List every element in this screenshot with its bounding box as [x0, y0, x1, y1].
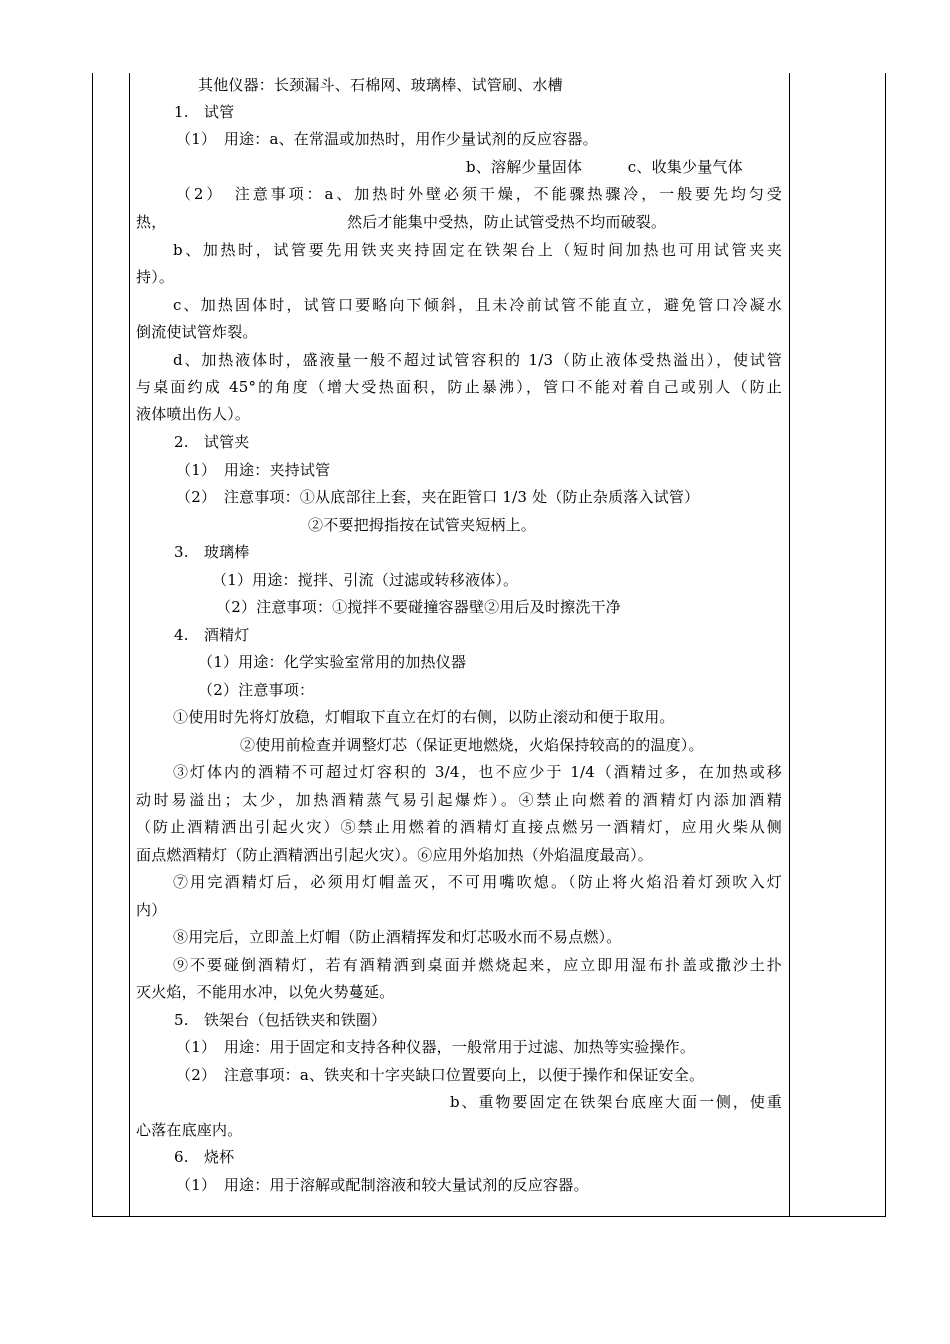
text-line: （1） 用途：a、在常温或加热时，用作少量试剂的反应容器。 [176, 130, 598, 148]
section-heading: 2. 试管夹 [174, 433, 250, 451]
text-line: （2） 注意事项：a、加热时外壁必须干燥，不能骤热骤冷，一般要先均匀受 [176, 185, 782, 203]
text-line: 液体喷出伤人）。 [136, 405, 251, 423]
section-heading: 4. 酒精灯 [174, 626, 250, 644]
text-line: 然后才能集中受热，防止试管受热不均而破裂。 [347, 213, 667, 231]
text-line: （2）注意事项： [198, 681, 315, 699]
text-line: 动时易溢出；太少，加热酒精蒸气易引起爆炸）。④禁止向燃着的酒精灯内添加酒精 [136, 791, 782, 809]
section-heading: 3. 玻璃棒 [174, 543, 250, 561]
text-line: （1）用途：搅拌、引流（过滤或转移液体）。 [212, 571, 519, 589]
text-line: ②使用前检查并调整灯芯（保证更地燃烧，火焰保持较高的的温度）。 [240, 736, 704, 754]
text-line: （1）用途：化学实验室常用的加热仪器 [198, 653, 467, 671]
text-line: b、重物要固定在铁架台底座大面一侧，使重 [450, 1093, 782, 1111]
section-heading: 1. 试管 [174, 103, 235, 121]
table-left-border [92, 73, 93, 1217]
table-bottom-border [92, 1216, 885, 1217]
section-heading: 6. 烧杯 [174, 1148, 235, 1166]
table-right-border [885, 73, 886, 1217]
text-line: ③灯体内的酒精不可超过灯容积的 3/4，也不应少于 1/4（酒精过多，在加热或移 [173, 763, 782, 781]
text-line: （2）注意事项：①搅拌不要碰撞容器壁②用后及时擦洗干净 [216, 598, 621, 616]
text-line: （防止酒精洒出引起火灾）⑤禁止用燃着的酒精灯直接点燃另一酒精灯，应用火柴从侧 [136, 818, 782, 836]
text-line: ⑧用完后，立即盖上灯帽（防止酒精挥发和灯芯吸水而不易点燃）。 [173, 928, 622, 946]
text-line: 心落在底座内。 [136, 1121, 243, 1139]
text-line: ②不要把拇指按在试管夹短柄上。 [308, 516, 537, 534]
text-line: 热， [136, 213, 167, 231]
text-line: （1） 用途：夹持试管 [176, 461, 331, 479]
text-line: （1） 用途：用于溶解或配制溶液和较大量试剂的反应容器。 [176, 1176, 589, 1194]
text-line: ⑨不要碰倒酒精灯，若有酒精洒到桌面并燃烧起来，应立即用湿布扑盖或撒沙土扑 [173, 956, 782, 974]
text-line: b、加热时，试管要先用铁夹夹持固定在铁架台上（短时间加热也可用试管夹夹 [173, 241, 782, 259]
text-line: ⑦用完酒精灯后，必须用灯帽盖灭，不可用嘴吹熄。（防止将火焰沿着灯颈吹入灯 [173, 873, 782, 891]
table-column-divider-left [129, 73, 130, 1217]
text-line: 与桌面约成 45°的角度（增大受热面积，防止暴沸），管口不能对着自己或别人（防止 [136, 378, 782, 396]
text-line: ①使用时先将灯放稳，灯帽取下直立在灯的右侧，以防止滚动和便于取用。 [173, 708, 675, 726]
text-line: 其他仪器：长颈漏斗、石棉网、玻璃棒、试管刷、水槽 [198, 76, 563, 94]
text-line: 内） [136, 901, 167, 919]
text-line: d、加热液体时，盛液量一般不超过试管容积的 1/3（防止液体受热溢出），使试管 [173, 351, 782, 369]
text-line: 灭火焰，不能用水冲，以免火势蔓延。 [136, 983, 395, 1001]
text-line: （2） 注意事项：①从底部往上套，夹在距管口 1/3 处（防止杂质落入试管） [176, 488, 700, 506]
text-line: （2） 注意事项：a、铁夹和十字夹缺口位置要向上，以便于操作和保证安全。 [176, 1066, 705, 1084]
text-line: 持）。 [136, 268, 175, 286]
text-line: c、加热固体时，试管口要略向下倾斜，且未冷前试管不能直立，避免管口冷凝水 [173, 296, 782, 314]
text-line: b、溶解少量固体 c、收集少量气体 [466, 158, 743, 176]
text-line: 面点燃酒精灯（防止酒精洒出引起火灾）。⑥应用外焰加热（外焰温度最高）。 [136, 846, 654, 864]
section-heading: 5. 铁架台（包括铁夹和铁圈） [174, 1011, 387, 1029]
text-line: 倒流使试管炸裂。 [136, 323, 258, 341]
text-line: （1） 用途：用于固定和支持各种仪器，一般常用于过滤、加热等实验操作。 [176, 1038, 696, 1056]
